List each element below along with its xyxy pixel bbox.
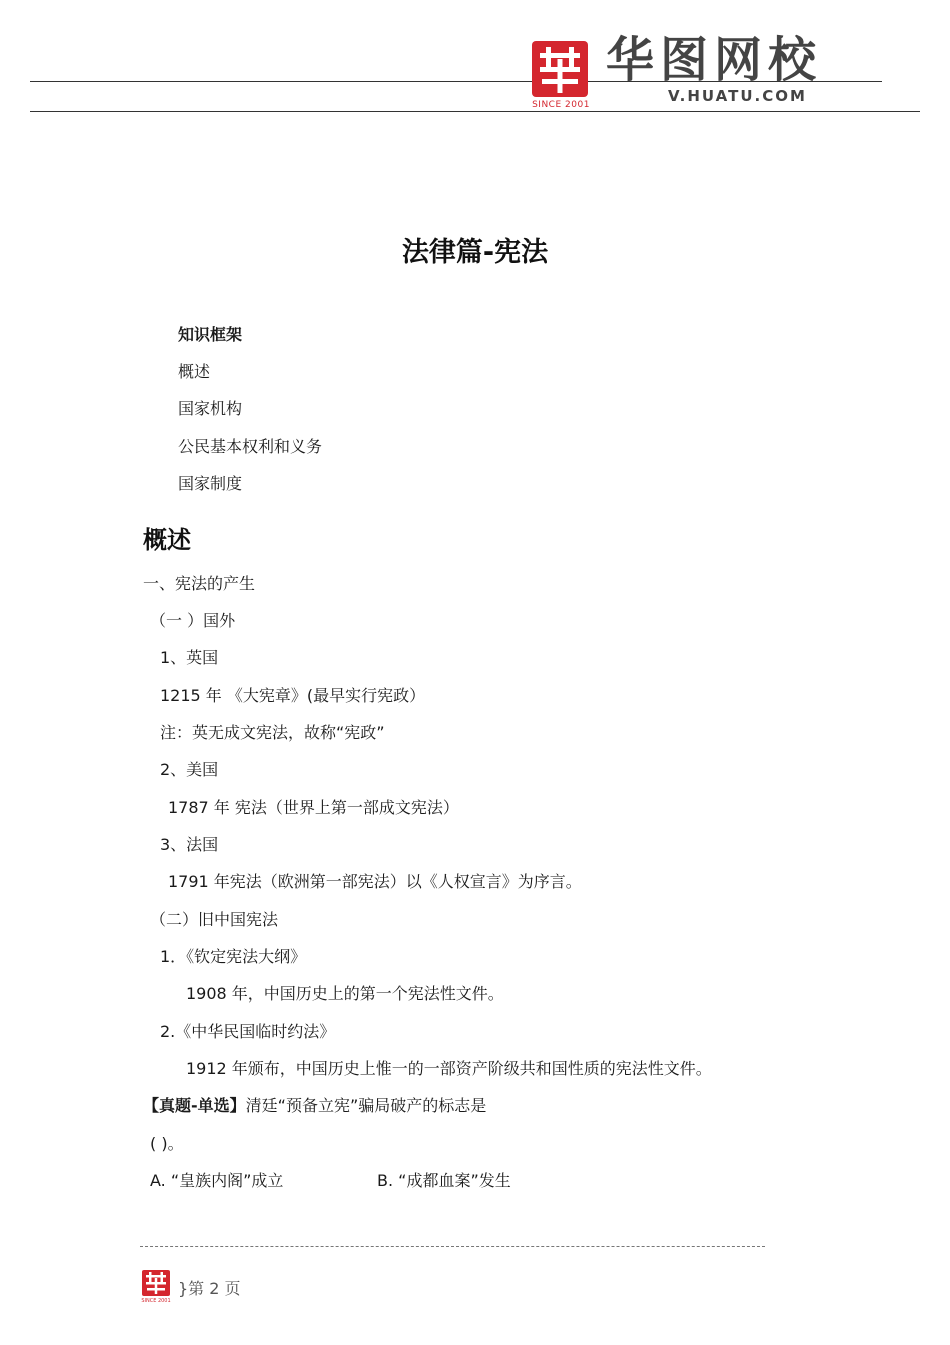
body-line: 1215 年 《大宪章》(最早实行宪政） [160, 686, 426, 705]
question-blank: ( )。 [150, 1134, 184, 1153]
body-line: 1912 年颁布，中国历史上惟一的一部资产阶级共和国性质的宪法性文件。 [186, 1059, 712, 1078]
toc-item: 国家制度 [178, 474, 243, 493]
huatu-logo-icon [532, 41, 588, 97]
body-line: 1．《钦定宪法大纲》 [160, 947, 307, 966]
brand-name: 华图网校 [606, 32, 823, 88]
body-line: 2.《中华民国临时约法》 [160, 1022, 336, 1041]
footer-divider [140, 1246, 765, 1247]
body-line: （二）旧中国宪法 [150, 910, 279, 929]
question-text: 清廷“预备立宪”骗局破产的标志是 [245, 1096, 487, 1115]
toc-heading: 知识框架 [178, 325, 243, 344]
logo-since-text: SINCE 2001 [532, 100, 590, 110]
question-tag: 【真题-单选】 [143, 1096, 246, 1115]
section-heading: 概述 [143, 526, 191, 554]
question-stem [143, 1095, 486, 1117]
footer-logo-icon [142, 1270, 170, 1296]
body-line: （一 ）国外 [150, 611, 236, 630]
page-title: 法律篇-宪法 [401, 237, 549, 268]
option-a: A. “皇族内阁”成立 [150, 1171, 284, 1190]
toc-item: 概述 [178, 362, 211, 381]
header-rule-bottom [30, 111, 920, 112]
page-number: }第 2 页 [178, 1279, 241, 1298]
body-line: 1787 年 宪法（世界上第一部成文宪法） [168, 798, 459, 817]
body-line: 2、美国 [160, 760, 219, 779]
toc-item: 国家机构 [178, 399, 243, 418]
option-b: B. “成都血案”发生 [377, 1171, 511, 1190]
brand-url: V.HUATU.COM [668, 87, 807, 105]
body-line: 1908 年，中国历史上的第一个宪法性文件。 [186, 984, 504, 1003]
body-line: 一、宪法的产生 [143, 574, 256, 593]
body-line: 1、英国 [160, 648, 219, 667]
body-line: 注：英无成文宪法，故称“宪政” [160, 723, 385, 742]
footer-since-text: SINCE 2001 [141, 1298, 171, 1304]
body-line: 1791 年宪法（欧洲第一部宪法）以《人权宣言》为序言。 [168, 872, 582, 891]
body-line: 3、法国 [160, 835, 219, 854]
toc-item: 公民基本权利和义务 [178, 437, 323, 456]
